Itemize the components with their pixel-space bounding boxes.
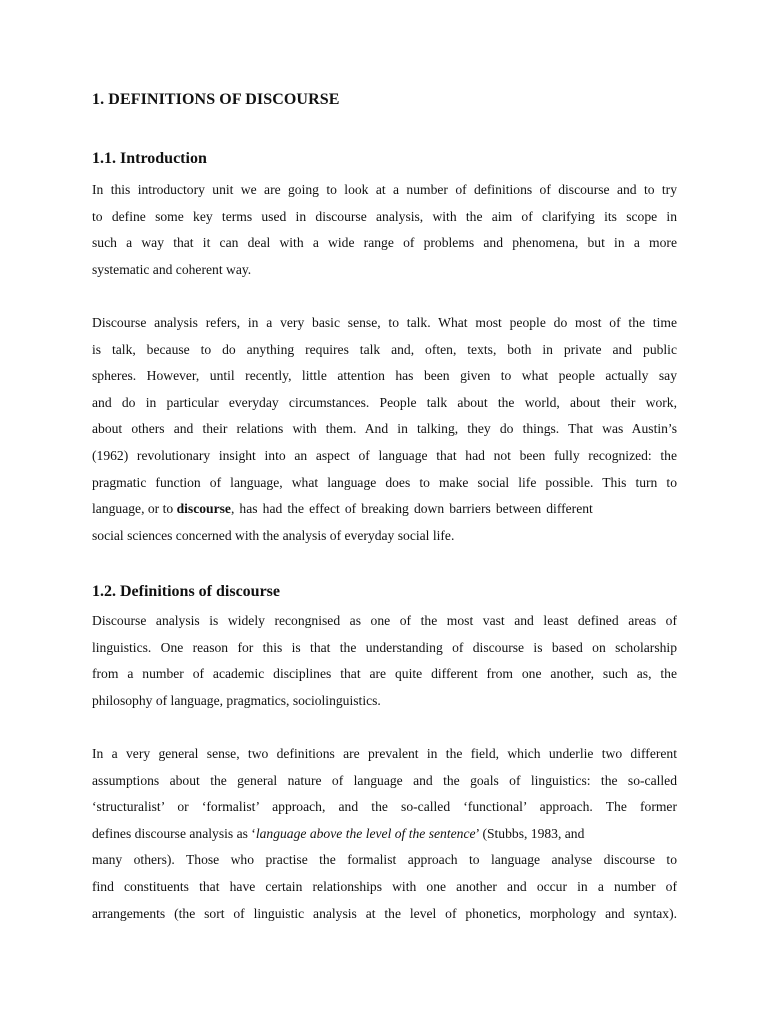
section-title-introduction: 1.1. Introduction [92, 150, 207, 167]
text-line: systematic and coherent way. [92, 261, 252, 277]
text-line: is talk, because to do anything requires talk and, often, texts, both in private and public [92, 341, 677, 357]
text-line: pragmatic function of language, what language does to make social life possible. This turn to [92, 474, 677, 490]
text-run: defines discourse analysis as ‘ [92, 825, 256, 841]
text-line: In a very general sense, two definitions are prevalent in the field, which underlie two different [92, 746, 677, 761]
text-line: find constituents that have certain relationships with one another and occur in a number of [92, 878, 677, 894]
text-run: ’ (Stubbs, 1983, and [475, 825, 585, 841]
paragraph-intro-2 [92, 310, 677, 549]
text-line: such a way that it can deal with a wide range of problems and phenomena, but in a more [92, 235, 677, 251]
text-line-mixed [92, 821, 677, 848]
text-line: ‘structuralist’ or ‘formalist’ approach, and the so-called ‘functional’ approach. The former [92, 799, 677, 815]
text-line: from a number of academic disciplines that are quite different from one another, such as, the [92, 666, 677, 682]
text-line: and do in particular everyday circumstances. People talk about the world, about their work, [92, 394, 677, 410]
text-line-mixed [92, 496, 677, 523]
text-line: Discourse analysis is widely recongnised as one of the most vast and least defined areas of [92, 613, 677, 628]
text-line: philosophy of language, pragmatics, sociolinguistics. [92, 692, 381, 708]
emphasis-discourse: discourse [176, 501, 231, 517]
paragraph-def-1 [92, 608, 677, 714]
text-line: many others). Those who practise the formalist approach to language analyse discourse to [92, 852, 677, 868]
text-line: In this introductory unit we are going to look at a number of definitions of discourse and to try [92, 182, 677, 197]
paragraph-intro-1 [92, 177, 677, 283]
text-run: , has had the effect of breaking down barriers between different [230, 501, 593, 517]
text-line: to define some key terms used in discourse analysis, with the aim of clarifying its scope in [92, 208, 677, 224]
text-line: social sciences concerned with the analysis of everyday social life. [92, 527, 455, 543]
document-heading: 1. DEFINITIONS OF DISCOURSE [92, 91, 340, 108]
paragraph-def-2 [92, 741, 677, 927]
emphasis-quote: language above the level of the sentence [255, 825, 476, 841]
text-line: Discourse analysis refers, in a very basic sense, to talk. What most people do most of the time [92, 315, 677, 330]
text-line: about others and their relations with them. And in talking, they do things. That was Austin’s [92, 421, 677, 437]
text-line: assumptions about the general nature of language and the goals of linguistics: the so-called [92, 772, 677, 788]
text-run: language, or to [92, 501, 177, 517]
section-title-definitions: 1.2. Definitions of discourse [92, 583, 280, 600]
text-line: (1962) revolutionary insight into an aspect of language that had not been fully recognized: the [92, 447, 677, 463]
text-line: linguistics. One reason for this is that the understanding of discourse is based on scholarship [92, 639, 677, 655]
text-line: arrangements (the sort of linguistic analysis at the level of phonetics, morphology and syntax). [92, 905, 677, 921]
text-line: spheres. However, until recently, little attention has been given to what people actually say [92, 368, 677, 384]
